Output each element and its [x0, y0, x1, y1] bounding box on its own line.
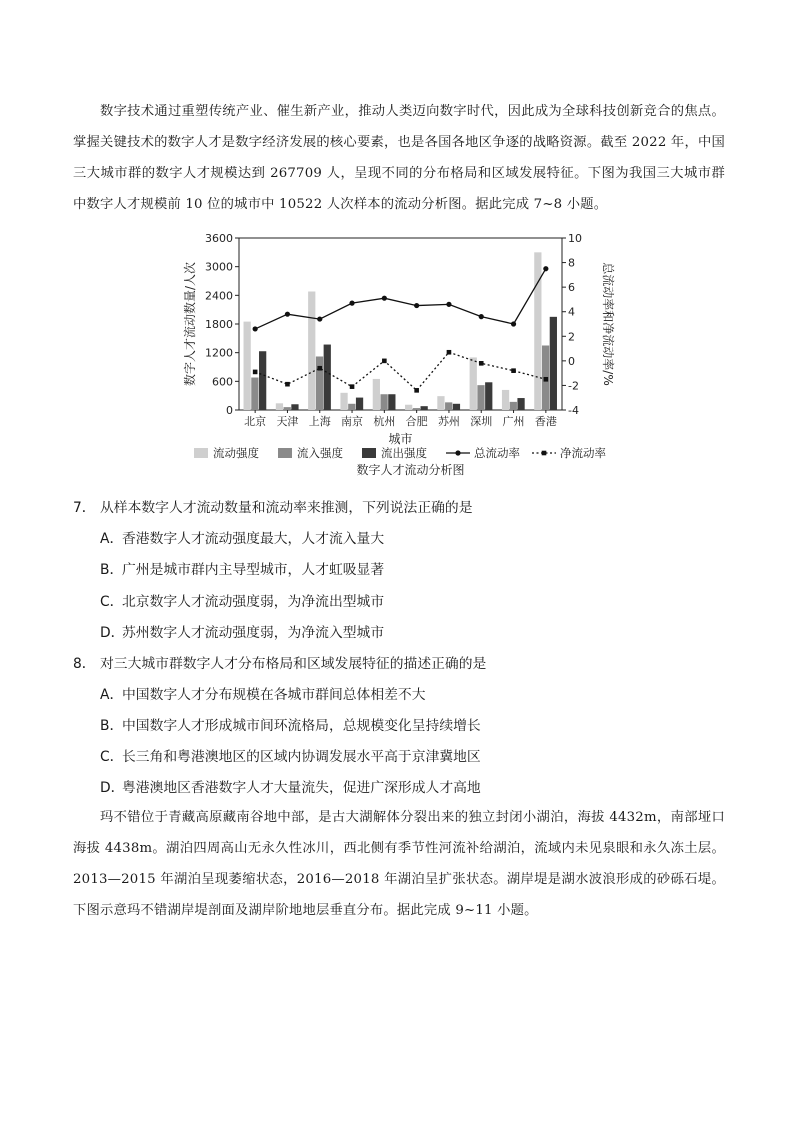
- left-axis-tick-label: 1200: [205, 346, 233, 360]
- q7-option-d-text: 苏州数字人才流动强度弱，为净流入型城市: [122, 625, 385, 641]
- q7-option-a-letter: A．: [100, 531, 124, 547]
- left-axis-tick-label: 1800: [205, 318, 233, 331]
- q8-option-b: [100, 716, 481, 736]
- total-flow-rate-point: [349, 301, 354, 306]
- x-tick-label: 香港: [534, 415, 557, 428]
- net-flow-rate-point: [317, 366, 322, 371]
- bar-outflow: [259, 351, 266, 410]
- bar-outflow: [324, 345, 331, 410]
- bar-flow: [534, 252, 541, 410]
- q8-option-d-letter: D．: [100, 780, 125, 796]
- left-axis-tick-label: 0: [226, 404, 233, 417]
- net-flow-rate-point: [253, 370, 258, 375]
- legend-label: 流入强度: [297, 446, 343, 460]
- q8-option-a-letter: A．: [100, 687, 124, 703]
- bar-outflow: [550, 317, 557, 410]
- q8-option-c-text: 长三角和粤港澳地区的区域内协调发展水平高于京津冀地区: [122, 749, 481, 765]
- bar-outflow: [485, 382, 492, 410]
- q7-option-d-letter: D．: [100, 625, 125, 641]
- bar-inflow: [477, 385, 484, 410]
- q8-option-d-text: 粤港澳地区香港数字人才大量流失，促进广深形成人才高地: [122, 780, 481, 796]
- q8-option-a: [100, 685, 426, 705]
- bar-outflow: [421, 406, 428, 410]
- left-axis-tick-label: 2400: [205, 289, 233, 303]
- net-flow-rate-point: [382, 359, 387, 364]
- legend-swatch-outflow: [362, 448, 376, 458]
- q7-option-b: [100, 560, 384, 580]
- q8-option-d: [100, 778, 481, 798]
- x-tick-label: 苏州: [437, 415, 460, 428]
- total-flow-rate-line: [255, 269, 546, 329]
- total-flow-rate-point: [253, 326, 258, 331]
- left-axis-label: 数字人才流动数量/人次: [183, 261, 197, 387]
- x-tick-label: 北京: [244, 415, 267, 428]
- bar-flow: [308, 292, 315, 410]
- x-tick-label: 广州: [502, 415, 525, 428]
- left-axis-tick-label: 3600: [205, 232, 233, 245]
- total-flow-rate-point: [382, 296, 387, 301]
- net-flow-rate-point: [447, 350, 452, 355]
- legend-label: 净流动率: [560, 446, 606, 460]
- q7-option-a-text: 香港数字人才流动强度最大，人才流入量大: [122, 531, 385, 547]
- x-axis-label: 城市: [388, 432, 413, 446]
- total-flow-rate-point: [285, 312, 290, 317]
- bar-inflow: [445, 402, 452, 410]
- q8-option-b-text: 中国数字人才形成城市间环流格局，总规模变化呈持续增长: [122, 718, 481, 734]
- question-7-text: 从样本数字人才流动数量和流动率来推测，下列说法正确的是: [100, 500, 473, 516]
- question-7-stem: [73, 498, 473, 518]
- q7-option-c-text: 北京数字人才流动强度弱，为净流出型城市: [122, 594, 385, 610]
- total-flow-rate-point: [479, 314, 484, 319]
- q7-option-b-letter: B．: [100, 562, 124, 578]
- q7-option-d: [100, 623, 384, 643]
- legend-label: 总流动率: [474, 446, 520, 460]
- right-axis-tick-label: 6: [568, 281, 575, 295]
- right-axis-tick-label: 4: [568, 305, 575, 319]
- bar-inflow: [413, 408, 420, 410]
- right-axis-tick-label: 8: [568, 256, 575, 270]
- bar-inflow: [380, 394, 387, 410]
- bar-inflow: [348, 404, 355, 410]
- right-axis-tick-label: -4: [568, 404, 579, 417]
- total-flow-rate-point: [543, 266, 548, 271]
- legend-swatch-flow: [194, 448, 208, 458]
- bar-flow: [276, 403, 283, 410]
- legend-marker-net: [542, 451, 547, 456]
- total-flow-rate-point: [317, 316, 322, 321]
- question-8-number: 8．: [73, 656, 96, 672]
- x-tick-label: 上海: [308, 415, 331, 428]
- q8-option-c-letter: C．: [100, 749, 124, 765]
- question-8-text: 对三大城市群数字人才分布格局和区域发展特征的描述正确的是: [100, 656, 487, 672]
- bar-outflow: [291, 404, 298, 410]
- q7-option-b-text: 广州是城市群内主导型城市，人才虹吸显著: [122, 562, 385, 578]
- bar-flow: [470, 357, 477, 410]
- bar-outflow: [356, 398, 363, 410]
- legend-swatch-inflow: [278, 448, 292, 458]
- right-axis-label: 总流动率和净流动率/%: [601, 262, 615, 386]
- left-axis-tick-label: 600: [212, 375, 233, 389]
- total-flow-rate-point: [511, 321, 516, 326]
- bar-inflow: [284, 407, 291, 410]
- bar-flow: [437, 396, 444, 410]
- q7-option-a: [100, 529, 384, 549]
- total-flow-rate-point: [446, 302, 451, 307]
- net-flow-rate-point: [414, 388, 419, 393]
- chart-svg: [180, 226, 620, 486]
- bar-outflow: [453, 404, 460, 410]
- right-axis-tick-label: 2: [568, 330, 575, 344]
- intro-paragraph-1: 数字技术通过重塑传统产业、催生新产业，推动人类迈向数字时代，因此成为全球科技创新竞合的焦点。掌握关键技术的数字人才是数字经济发展的核心要素，也是各国各地区争逐的战略资源。截至 2022 年，中国三大城市群的数字人才规模达到 267709 人，呈现不同的分布格局和区域发展特征。下图为我国三大城市群中数字人才规模前 10 位的城市中 10522 人次样本的流动分析图。据此完成 7~8 小题。: [73, 104, 725, 212]
- x-tick-label: 天津: [276, 415, 299, 428]
- q8-option-a-text: 中国数字人才分布规模在各城市群间总体相差不大: [122, 687, 426, 703]
- net-flow-rate-point: [511, 368, 516, 373]
- x-tick-label: 深圳: [470, 415, 493, 428]
- legend-label: 流出强度: [381, 446, 427, 460]
- question-8-stem: [73, 654, 486, 674]
- net-flow-rate-point: [544, 377, 549, 382]
- q7-option-c-letter: C．: [100, 594, 124, 610]
- x-tick-label: 南京: [341, 415, 364, 428]
- q8-option-c: [100, 747, 481, 767]
- x-tick-label: 合肥: [405, 415, 428, 428]
- net-flow-rate-point: [350, 384, 355, 389]
- bar-flow: [244, 322, 251, 410]
- legend-label: 流动强度: [213, 446, 259, 460]
- bar-inflow: [510, 402, 517, 410]
- intro-paragraph-2: 玛不错位于青藏高原藏南谷地中部，是古大湖解体分裂出来的独立封闭小湖泊，海拔 4432m，南部垭口海拔 4438m。湖泊四周高山无永久性冰川，西北侧有季节性河流补给湖泊，流域内未见泉眼和永久冻土层。2013—2015 年湖泊呈现萎缩状态，2016—2018 年湖泊呈扩张状态。湖岸堤是湖水波浪形成的砂砾石堤。下图示意玛不错湖岸堤剖面及湖岸阶地地层垂直分布。据此完成 9~11 小题。: [73, 810, 725, 918]
- left-axis-tick-label: 3000: [205, 260, 233, 274]
- talent-flow-chart: [180, 226, 620, 486]
- bar-flow: [340, 393, 347, 410]
- net-flow-rate-line: [255, 352, 546, 390]
- net-flow-rate-point: [479, 361, 484, 366]
- bar-outflow: [517, 398, 524, 410]
- right-axis-tick-label: -2: [568, 379, 579, 393]
- right-axis-tick-label: 0: [568, 354, 575, 368]
- x-tick-label: 杭州: [373, 415, 396, 428]
- chart-title: 数字人才流动分析图: [356, 463, 465, 477]
- bar-outflow: [388, 394, 395, 410]
- bar-flow: [405, 405, 412, 410]
- bar-flow: [502, 390, 509, 410]
- q7-option-c: [100, 592, 384, 612]
- legend-marker-total: [455, 450, 460, 455]
- total-flow-rate-point: [414, 303, 419, 308]
- bar-inflow: [251, 378, 258, 410]
- bar-flow: [373, 379, 380, 410]
- net-flow-rate-point: [285, 382, 290, 387]
- bar-inflow: [316, 356, 323, 410]
- q8-option-b-letter: B．: [100, 718, 124, 734]
- right-axis-tick-label: 10: [568, 232, 582, 245]
- question-7-number: 7．: [73, 500, 96, 516]
